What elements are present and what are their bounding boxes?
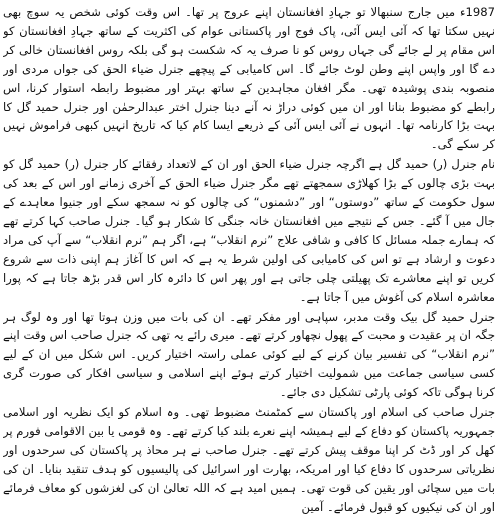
article-body (3, 3, 495, 524)
paragraph: نام جنرل (ر) حمید گل ہے اگرچہ جنرل ضیاء الحق اور ان کے لاتعداد رفقائے کار جنرل (ر) حمید گل کو بہت بڑی چالوں کے بڑا کھلاڑی سمجھتے تھے مگر جنرل ضیاء الحق کے آخری زمانے اور اس کے بعد کی سول حکومت کے ساتھ ”دوستوں“ اور ”دشمنوں“ کی چالوں کو نہ سمجھ سکے اور جنیوا معاہدے کے جال میں آ گئے۔ جس کے نتیجے میں افغانستان خانہ جنگی کا شکار ہو گیا۔ جنرل صاحب کہا کرتے تھے کہ ہمارے جملہ مسائل کا کافی و شافی علاج ”نرم انقلاب“ ہے، اگر ہم ”نرم انقلاب“ سے آپ کی مراد دعوت و ارشاد ہے تو اس کی کامیابی کی اولین شرط یہ ہے کہ اس کا آغاز ہم اپنی ذات سے شروع کریں تو اپنے معاشرے تک پھیلتی چلی جاتی ہے اور پھر اس کا دائرہ کار اس قدر بڑھ جاتا ہے کہ پورا معاشرہ اسلام کی آغوش میں آ جاتا ہے۔ (3, 157, 495, 304)
paragraph: 1987ء میں جارج سنبھالا تو جہادِ افغانستان اپنے عروج پر تھا۔ اس وقت کوئی شخص یہ سوچ بھی نہیں سکتا تھا کہ آئی ایس آئی، پاک فوج اور پاکستانی عوام کی اکثریت کے ساتھ جہادِ افغانستان کو اس مقام پر لے جائے گی جہاں روس کو نا صرف یہ کہ شکست ہو گی بلکہ روس افغانستان خالی کر دے گا اور واپس اپنے وطن لوٹ جائے گا۔ اس کامیابی کے پیچھے جنرل ضیاء الحق کی جواں مردی اور منصوبہ بندی پوشیدہ تھی۔ مگر افغان مجاہدین کے ساتھ بہتر اور مضبوط رابطہ استوار کرنا، اس رابطے کو مضبوط بنانا اور ان میں کوئی دراڑ نہ آنے دینا جنرل اختر عبدالرحمٰن اور جنرل حمید گل کا بہت بڑا کارنامہ تھا۔ انہوں نے آئی ایس آئی کے ذریعے ایسا کام کیا کہ تاریخ انہیں کبھی فراموش نہیں کر سکے گی۔ (3, 5, 495, 152)
paragraph: جنرل صاحب کی اسلام اور پاکستان سے کمٹمنٹ مضبوط تھی۔ وہ اسلام کو ایک نظریہ اور اسلامی جمہوریہ پاکستان کو دفاع کے لیے ہمیشہ اپنے نعرے بلند کیا کرتے تھے۔ وہ قومی یا بین الاقوامی فورم پر کھل کر اور ڈٹ کر اپنا موقف پیش کرتے تھے۔ جنرل صاحب نے ہر محاذ پر پاکستان کی سرحدوں اور نظریاتی سرحدوں کا دفاع کیا اور امریکہ، بھارت اور اسرائیل کی پالیسیوں کو ہدف تنقید بنایا۔ ان کی بات میں سچائی اور یقین کی قوت تھی۔ ہمیں امید ہے کہ اللہ تعالیٰ ان کی لغزشوں کو معاف فرمائے اور ان کی نیکیوں کو قبول فرمائے۔ آمین (3, 405, 495, 514)
paragraph: جنرل حمید گل بیک وقت مدبر، سپاہی اور مفکر تھے۔ ان کی بات میں وزن ہوتا تھا اور وہ لوگ ہر جگہ ان پر عقیدت و محبت کے پھول نچھاور کرتے تھے۔ میری رائے یہ تھی کہ جنرل صاحب اس وقت اپنے ”نرم انقلاب“ کی تفسیر بیان کرنے کے لیے کوئی عملی راستہ اختیار کریں۔ اس شکل میں ان کے لیے کسی سیاسی جماعت میں شمولیت اختیار کرتے ہوئے اپنے اسلامی و سیاسی افکار کی صورت گری کرنا ہوگی تاکہ کوئی پارٹی تشکیل دی جائے۔ (3, 309, 495, 400)
